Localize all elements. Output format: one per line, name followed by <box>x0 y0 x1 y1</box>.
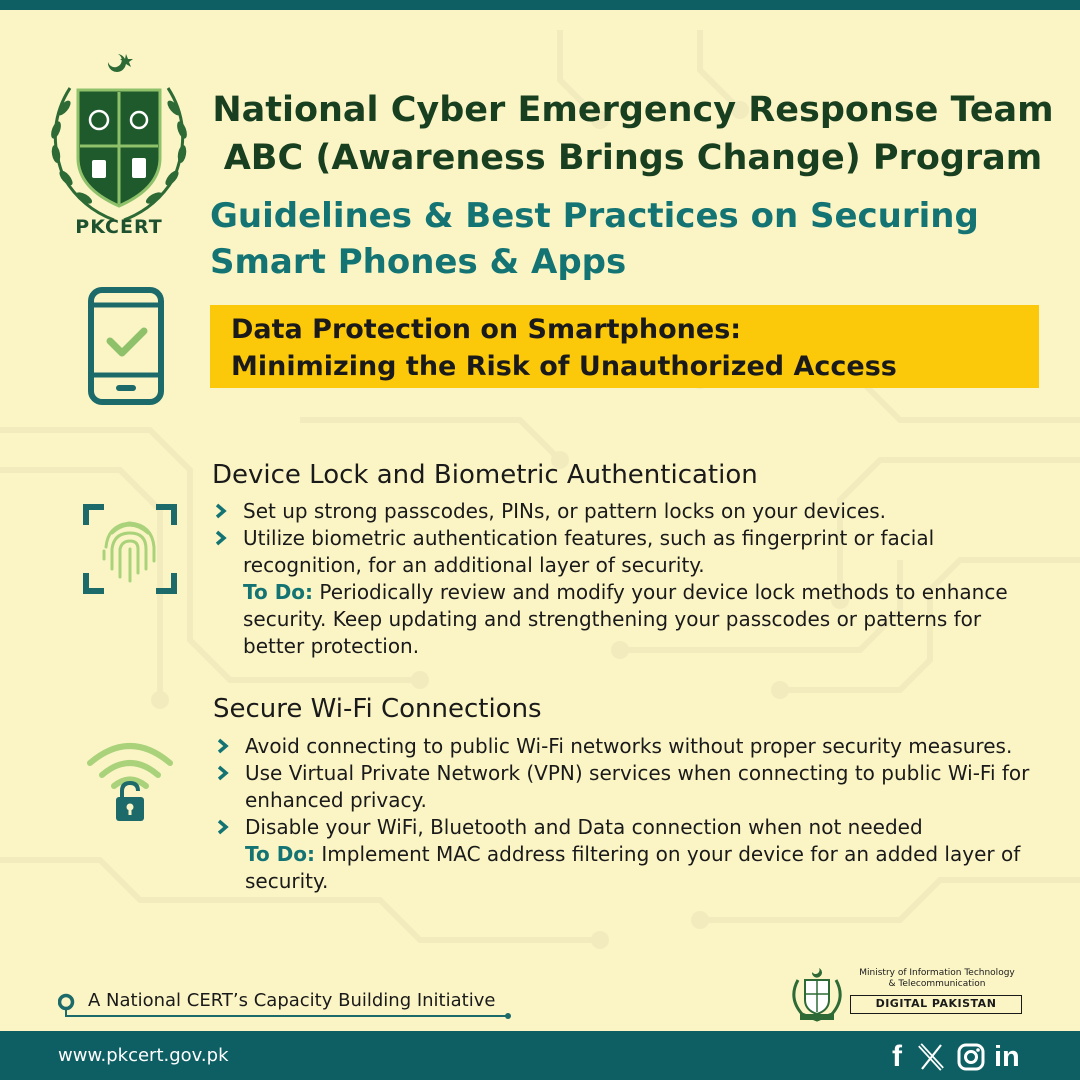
section-title-device-lock: Device Lock and Biometric Authentication <box>212 460 758 490</box>
ministry-line-2: & Telecommunication <box>888 979 986 989</box>
wifi-lock-icon <box>84 733 176 825</box>
chevron-right-icon <box>214 530 228 546</box>
title-line-2: ABC (Awareness Brings Change) Program <box>223 138 1043 178</box>
footer-tagline: A National CERT’s Capacity Building Initiative <box>88 990 496 1011</box>
digital-pakistan-badge: DIGITAL PAKISTAN <box>850 995 1022 1014</box>
todo-note <box>243 579 1032 660</box>
subtitle-line-2: Smart Phones & Apps <box>210 242 627 282</box>
list-item <box>214 760 1044 814</box>
page-title <box>208 86 1058 182</box>
chevron-right-icon <box>216 765 230 781</box>
section-title-wifi: Secure Wi-Fi Connections <box>213 694 542 724</box>
list-item <box>212 525 1032 660</box>
banner-line-1: Data Protection on Smartphones: <box>231 314 742 345</box>
todo-label: To Do: <box>245 842 316 866</box>
instagram-icon[interactable] <box>956 1040 986 1074</box>
page-subtitle <box>210 193 1060 285</box>
smartphone-check-icon <box>88 287 164 405</box>
todo-note <box>245 841 1044 895</box>
fingerprint-icon <box>82 503 178 595</box>
facebook-icon[interactable]: f <box>892 1040 902 1073</box>
ministry-name <box>852 968 1022 990</box>
todo-label: To Do: <box>243 580 314 604</box>
todo-text: Implement MAC address filtering on your device for an added layer of security. <box>245 842 1021 893</box>
chevron-right-icon <box>216 738 230 754</box>
chevron-right-icon <box>216 819 230 835</box>
ministry-line-1: Ministry of Information Technology <box>859 968 1015 978</box>
linkedin-icon[interactable]: in <box>994 1041 1020 1073</box>
title-line-1: National Cyber Emergency Response Team <box>212 90 1054 130</box>
banner-line-2: Minimizing the Risk of Unauthorized Access <box>231 351 897 382</box>
list-item-text: Avoid connecting to public Wi-Fi networks without proper security measures. <box>245 734 1013 758</box>
pkcert-logo <box>38 48 200 238</box>
chevron-right-icon <box>214 503 228 519</box>
topic-banner <box>210 305 1039 388</box>
list-item <box>212 498 1032 525</box>
list-item-text: Utilize biometric authentication features, such as fingerprint or facial recognition, for an additional layer of security. <box>243 526 935 577</box>
list-item-text: Use Virtual Private Network (VPN) services when connecting to public Wi-Fi for enhanced privacy. <box>245 761 1030 812</box>
website-link[interactable]: www.pkcert.gov.pk <box>58 1045 229 1066</box>
x-twitter-icon[interactable] <box>916 1040 946 1074</box>
list-item <box>214 733 1044 760</box>
list-item-text: Set up strong passcodes, PINs, or pattern locks on your devices. <box>243 499 887 523</box>
device-lock-list <box>212 498 1032 660</box>
todo-text: Periodically review and modify your device lock methods to enhance security. Keep updating and strengthening your passcodes or patterns for better protection. <box>243 580 1008 658</box>
government-emblem-icon <box>788 966 846 1022</box>
pkcert-logo-text: PKCERT <box>75 216 163 238</box>
list-item-text: Disable your WiFi, Bluetooth and Data connection when not needed <box>245 815 923 839</box>
subtitle-line-1: Guidelines & Best Practices on Securing <box>210 196 979 236</box>
list-item <box>214 814 1044 895</box>
wifi-list <box>214 733 1044 895</box>
